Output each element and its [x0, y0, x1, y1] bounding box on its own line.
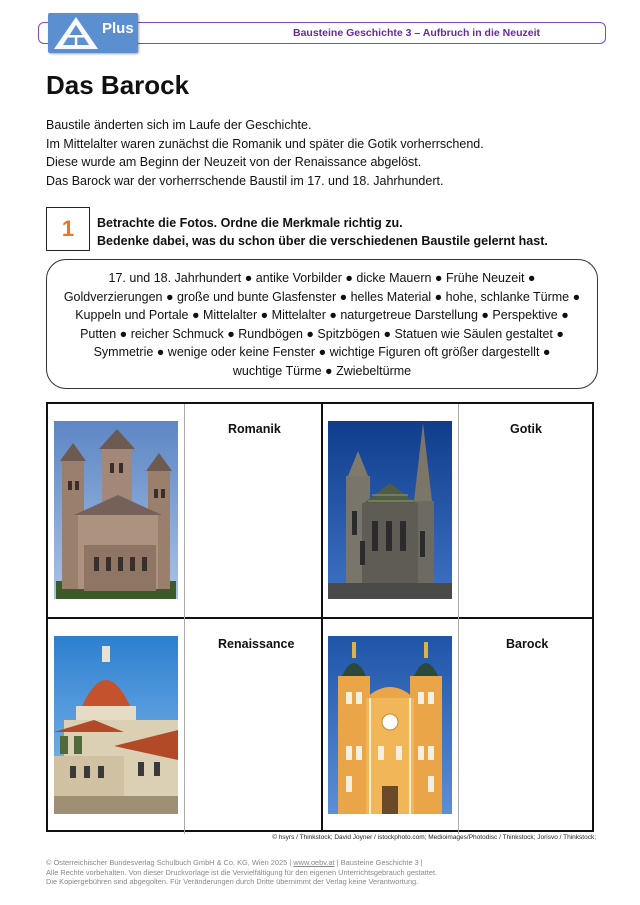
feature-word-box	[46, 259, 598, 389]
word-box-line: Putten ● reicher Schmuck ● Rundbögen ● Spitzbögen ● Statuen wie Säulen gestaltet ●	[80, 326, 564, 341]
barock-abbey-photo	[328, 636, 452, 814]
style-label-renaissance: Renaissance	[218, 637, 295, 651]
logo-text: Plus	[102, 20, 134, 37]
footer	[46, 858, 437, 887]
task-number: 1	[46, 207, 90, 251]
intro-line: Im Mittelalter waren zunächst die Romanik und später die Gotik vorherrschend.	[46, 136, 484, 151]
footer-rights: Alle Rechte vorbehalten. Von dieser Druckvorlage ist die Vervielfältigung für den eigenen Unterrichtsgebrauch gestattet.	[46, 867, 438, 877]
task-instruction	[97, 214, 548, 250]
logo-triangle-icon	[51, 15, 101, 51]
style-grid	[46, 402, 594, 832]
intro-line: Baustile änderten sich im Laufe der Geschichte.	[46, 118, 312, 132]
intro-text	[46, 116, 606, 190]
intro-line: Diese wurde am Beginn der Neuzeit von der Renaissance abgelöst.	[46, 155, 422, 169]
cell-separator	[184, 404, 185, 834]
footer-disclaimer: Die Kopiergebühren sind abgegolten. Für Veränderungen durch Dritte übernimmt der Verlag keine Verantwortung.	[46, 877, 419, 886]
footer-series: | Bausteine Geschichte 3 |	[336, 858, 423, 867]
renaissance-dome-photo	[54, 636, 178, 814]
cell-separator	[458, 404, 459, 834]
style-label-romanik: Romanik	[228, 422, 281, 436]
task-line-1: Betrachte die Fotos. Ordne die Merkmale richtig zu.	[97, 216, 403, 230]
style-label-gotik: Gotik	[510, 422, 542, 436]
publisher-logo	[48, 13, 138, 53]
footer-link[interactable]: www.oebv.at	[293, 858, 335, 867]
word-box-line: Goldverzierungen ● große und bunte Glasfenster ● helles Material ● hohe, schlanke Türme ●	[63, 289, 581, 304]
gotik-cathedral-photo	[328, 421, 452, 599]
photo-credit: © hsyrs / Thinkstock; David Joyner / istockphoto.com; Medioimages/Photodisc / Thinkstock; Jorisvo / Thinkstock;	[272, 834, 596, 841]
grid-divider-horizontal	[48, 617, 592, 619]
page-title: Das Barock	[46, 70, 190, 100]
task-line-2: Bedenke dabei, was du schon über die verschiedenen Baustile gelernt hast.	[97, 234, 548, 248]
series-title: Bausteine Geschichte 3 – Aufbruch in die Neuzeit	[292, 27, 540, 39]
footer-copyright: © Österreichischer Bundesverlag Schulbuch GmbH & Co. KG, Wien 2025 |	[46, 858, 292, 867]
romanik-church-photo	[54, 421, 178, 599]
intro-line: Das Barock war der vorherrschende Baustil im 17. und 18. Jahrhundert.	[46, 173, 444, 188]
style-label-barock: Barock	[506, 637, 549, 651]
word-box-line: 17. und 18. Jahrhundert ● antike Vorbilder ● dicke Mauern ● Frühe Neuzeit ●	[108, 271, 536, 285]
word-box-line: Kuppeln und Portale ● Mittelalter ● Mittelalter ● naturgetreue Darstellung ● Perspektive ●	[75, 308, 569, 322]
word-box-line: Symmetrie ● wenige oder keine Fenster ● wichtige Figuren oft größer dargestellt ●	[93, 345, 551, 359]
word-box-line: wuchtige Türme ● Zwiebeltürme	[232, 363, 412, 378]
